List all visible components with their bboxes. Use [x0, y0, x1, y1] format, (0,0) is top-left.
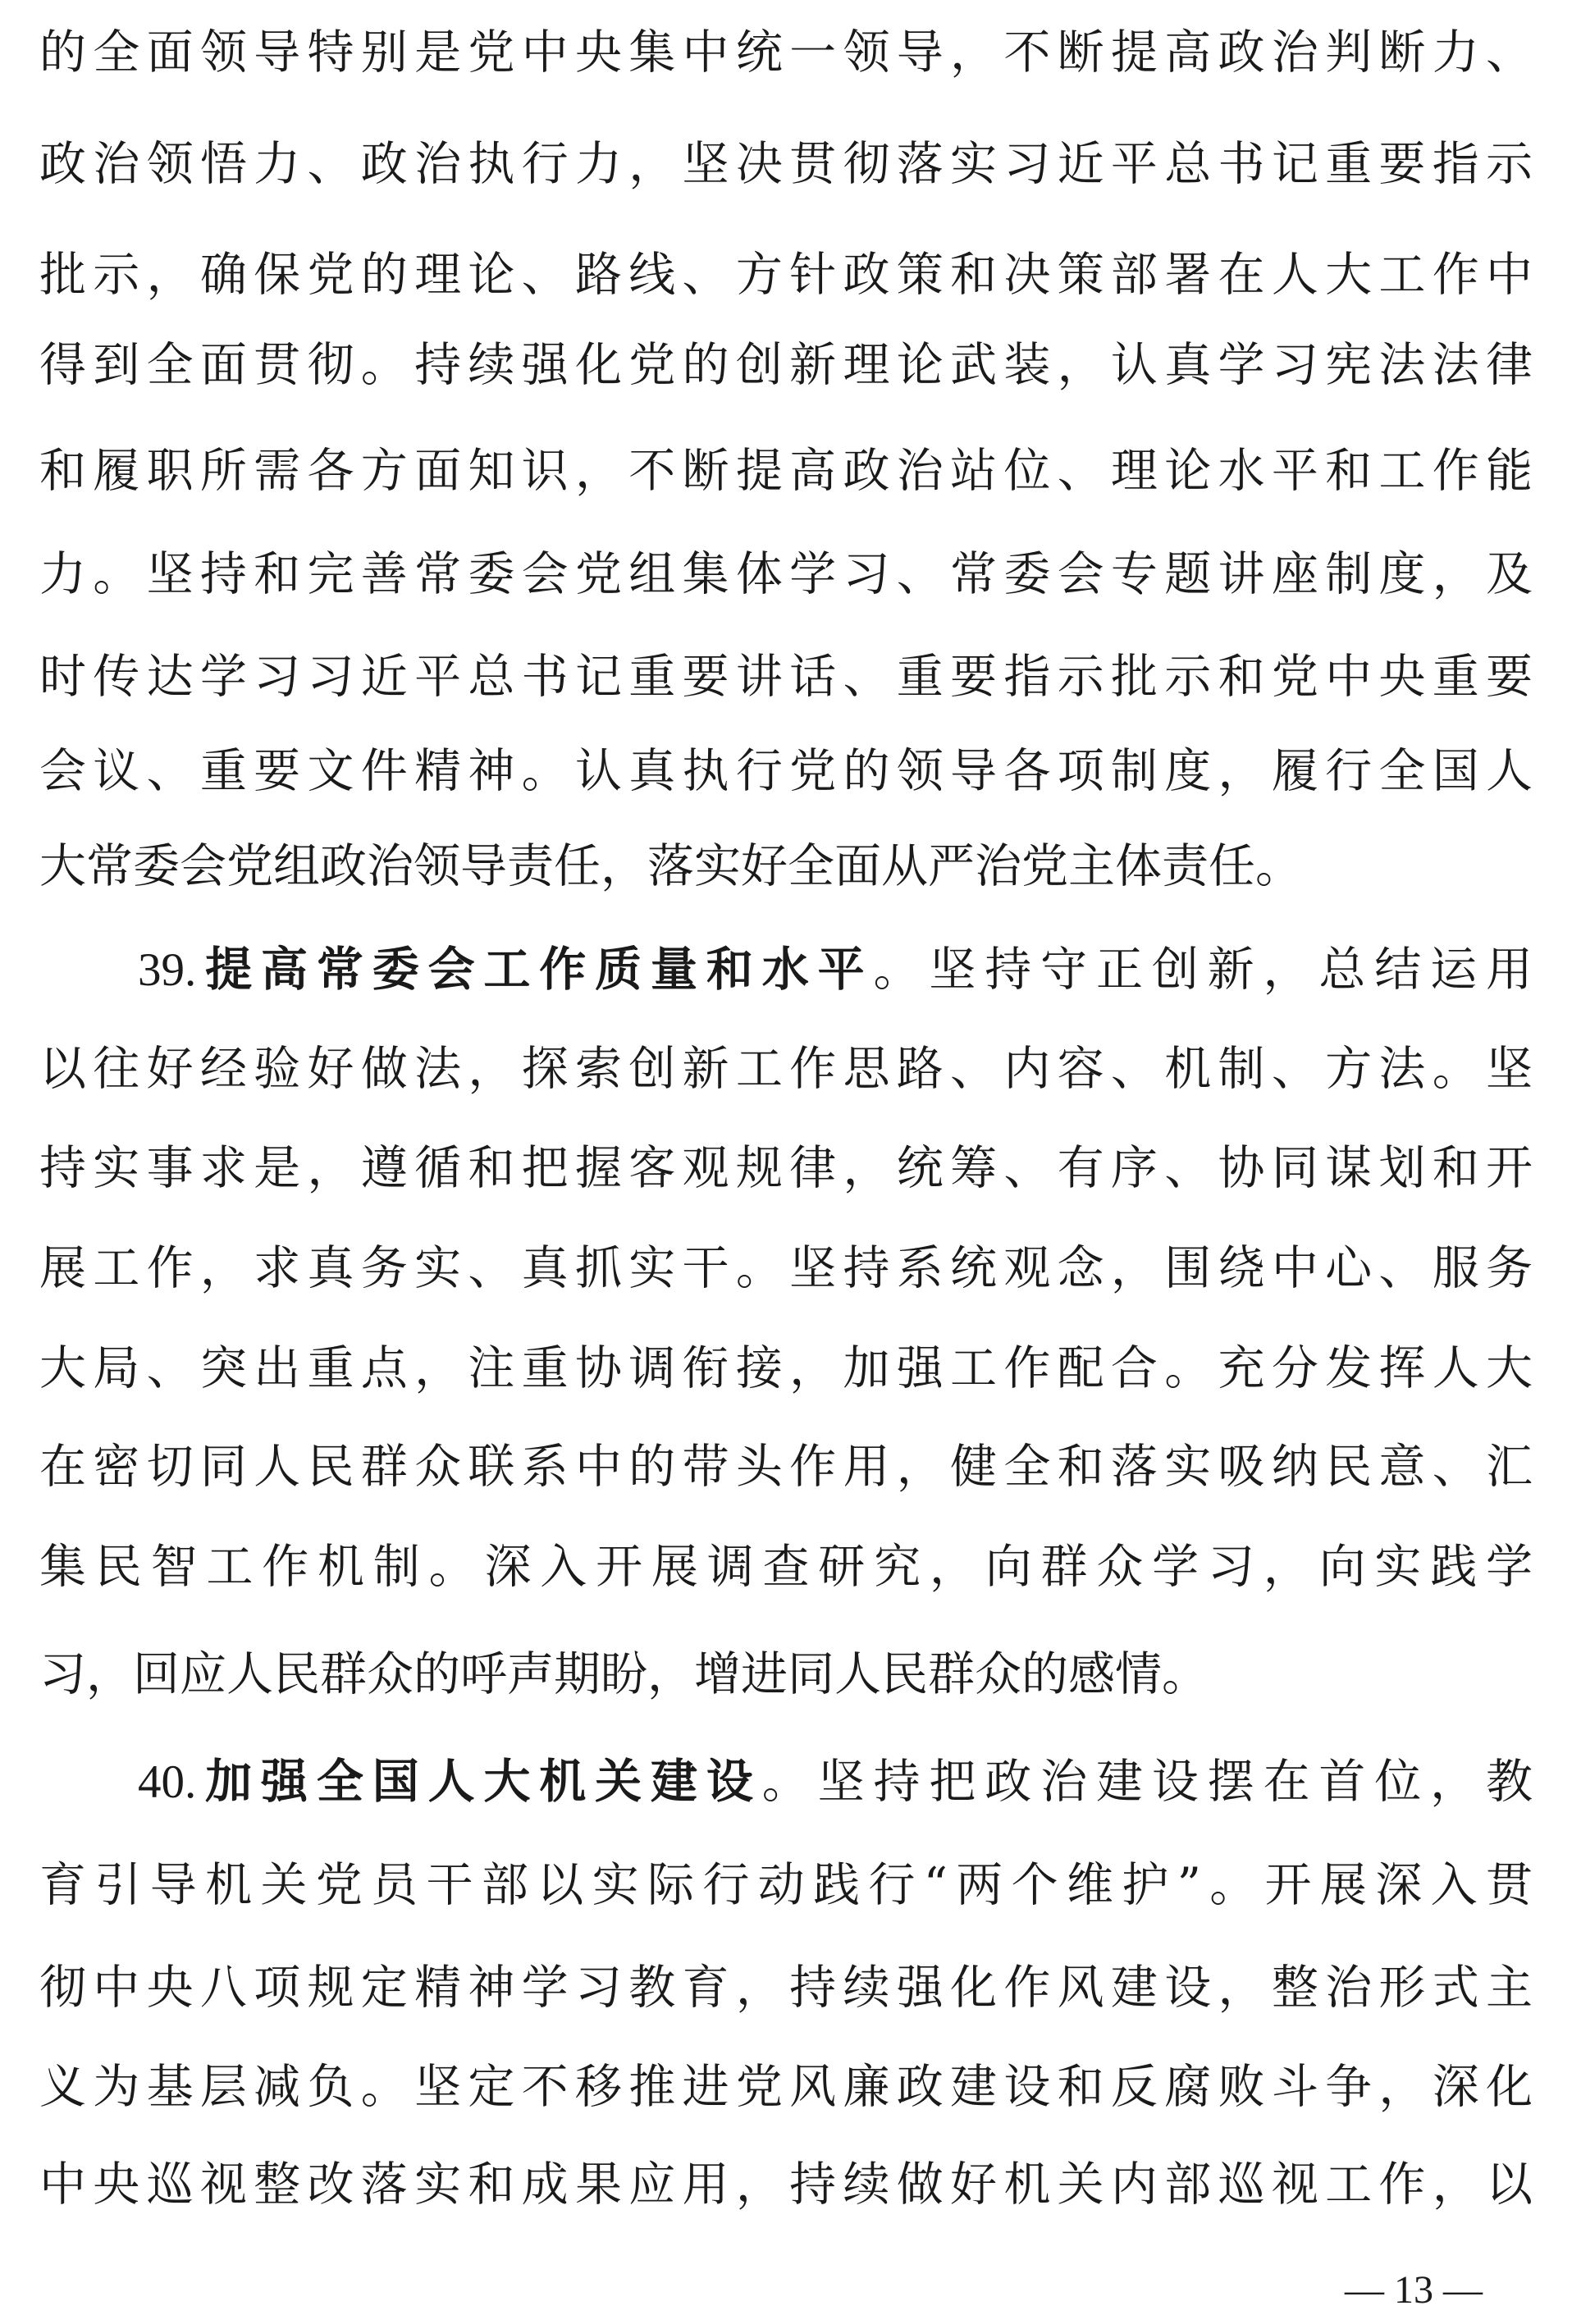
text-line: 时传达学习习近平总书记重要讲话、重要指示批示和党中央重要 — [39, 650, 1533, 704]
item-text: 。坚持守正创新，总结运用 — [873, 943, 1533, 997]
text-line: 政治领悟力、政治执行力，坚决贯彻落实习近平总书记重要指示 — [39, 137, 1533, 191]
text-line: 彻中央八项规定精神学习教育，持续强化作风建设，整治形式主 — [39, 1961, 1533, 2015]
text-line: 力。坚持和完善常委会党组集体学习、常委会专题讲座制度，及 — [39, 547, 1533, 601]
text-line: 的全面领导特别是党中央集中统一领导，不断提高政治判断力、 — [39, 25, 1533, 80]
text-line: 和履职所需各方面知识，不断提高政治站位、理论水平和工作能 — [39, 444, 1533, 498]
item-text: 。坚持把政治建设摆在首位，教 — [761, 1755, 1533, 1809]
text-line: 得到全面贯彻。持续强化党的创新理论武装，认真学习宪法法律 — [39, 338, 1533, 392]
item-40-first-line — [138, 1733, 1533, 1831]
item-39-first-line — [138, 920, 1533, 1019]
item-number: 40. — [138, 1756, 197, 1808]
text-line: 育引导机关党员干部以实际行动践行“两个维护”。开展深入贯 — [39, 1858, 1533, 1912]
text-line: 习，回应人民群众的呼声期盼，增进同人民群众的感情。 — [39, 1647, 1209, 1701]
text-line: 中央巡视整改落实和成果应用，持续做好机关内部巡视工作，以 — [39, 2157, 1533, 2212]
text-line: 批示，确保党的理论、路线、方针政策和决策部署在人大工作中 — [39, 248, 1533, 302]
text-line: 集民智工作机制。深入开展调查研究，向群众学习，向实践学 — [39, 1540, 1533, 1594]
text-line: 展工作，求真务实、真抓实干。坚持系统观念，围绕中心、服务 — [39, 1241, 1533, 1295]
text-line: 以往好经验好做法，探索创新工作思路、内容、机制、方法。坚 — [39, 1042, 1533, 1096]
text-line: 义为基层减负。坚定不移推进党风廉政建设和反腐败斗争，深化 — [39, 2060, 1533, 2114]
item-heading: 加强全国人大机关建设 — [196, 1755, 762, 1809]
text-line: 大常委会党组政治领导责任，落实好全面从严治党主体责任。 — [39, 839, 1302, 893]
page-number: — 13 — — [1345, 2268, 1483, 2312]
text-line: 持实事求是，遵循和把握客观规律，统筹、有序、协同谋划和开 — [39, 1141, 1533, 1195]
text-line: 在密切同人民群众联系中的带头作用，健全和落实吸纳民意、汇 — [39, 1440, 1533, 1494]
text-line: 大局、突出重点，注重协调衔接，加强工作配合。充分发挥人大 — [39, 1341, 1533, 1395]
item-number: 39. — [138, 944, 197, 996]
item-heading: 提高常委会工作质量和水平 — [196, 943, 874, 997]
text-line: 会议、重要文件精神。认真执行党的领导各项制度，履行全国人 — [39, 744, 1533, 798]
